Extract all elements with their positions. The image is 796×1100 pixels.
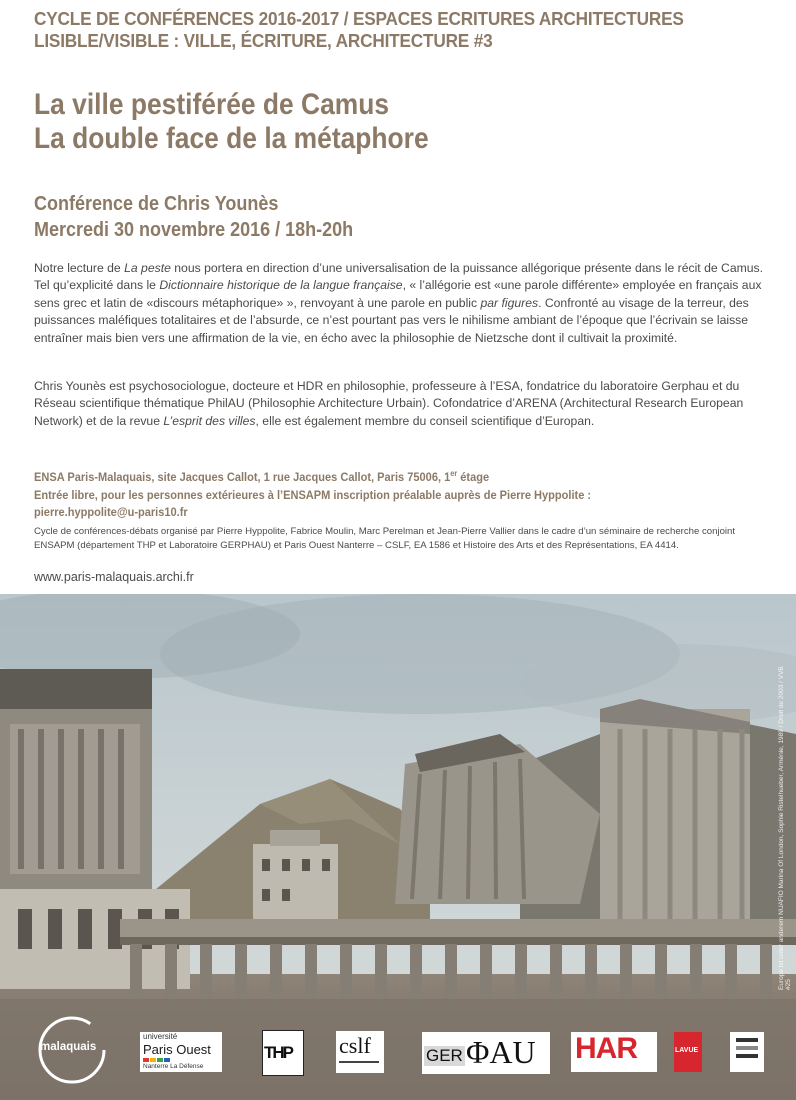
venue-address (34, 465, 715, 487)
address-floor: étage (457, 470, 490, 484)
series-title-line1: CYCLE DE CONFÉRENCES 2016-2017 / ESPACES ECRITURES ARCHITECTURES (34, 8, 684, 29)
emphasis: par figures (480, 295, 539, 310)
address-text: ENSA Paris-Malaquais, site Jacques Callot, 1 rue Jacques Callot, Paris 75006, 1 (34, 470, 451, 484)
badge-bar-1 (736, 1038, 758, 1042)
paris-ouest-name: Paris Ouest (143, 1042, 211, 1057)
malaquais-label: malaquais (40, 1041, 97, 1053)
text-run: , elle est également membre du conseil scientifique d’Europan. (255, 413, 595, 428)
cslf-rule (339, 1061, 379, 1063)
partner-logos (0, 1010, 796, 1090)
contact-email[interactable]: pierre.hyppolite@u-paris10.fr (34, 505, 188, 519)
bio-paragraph (34, 378, 764, 430)
gerphau-phau: ΦAU (466, 1034, 536, 1070)
floor-superscript: er (450, 469, 458, 478)
entry-info: Entrée libre, pour les personnes extérieures à l’ENSAPM inscription préalable auprès de Pierre Hyppolite : (34, 487, 592, 502)
text-run: Chris Younès est psychosociologue, docteure et HDR en philosophie, professeure à l’ESA, fondatrice du laboratoire Gerphau et du Réseau scientifique thématique PhilAU (Philosophie Architecture Urbain). Cofondatrice d’ARENA (Architectural Research European Network) et de la revue (34, 379, 744, 428)
text-run: , « l’allégorie est «une parole différente» employée en français aux sens grec et latin de «discours métaphorique» », renvoyant à une parole en public (34, 278, 762, 310)
thp-logo[interactable] (262, 1030, 304, 1076)
text-run: Notre lecture de (34, 261, 125, 275)
malaquais-logo[interactable] (34, 1012, 110, 1088)
series-header (34, 8, 774, 52)
photo-credit: Europe ist unter anderem NUAFIO Marina Of London, Sophie Ristelhueber, Arménie, 1989 / Droit de 2003 / VVB #25 (778, 666, 792, 990)
badge-bar-3 (736, 1054, 758, 1058)
speaker-line: Conférence de Chris Younès (34, 193, 279, 215)
paris-ouest-color-bar (143, 1058, 170, 1062)
journal-title: L’esprit des villes (163, 413, 256, 428)
page-title (34, 88, 429, 156)
organizer-credits: Cycle de conférences-débats organisé par Pierre Hyppolite, Fabrice Moulin, Marc Perelman et Jean-Pierre Vallier dans le cadre d’un séminaire de recherche conjoint ENSAPM (département THP et Laboratoire GERPHAU) et Paris Ouest Nanterre – CSLF, EA 1586 et Histoire des Arts et des Représentations, EA 4414. (34, 526, 736, 551)
series-title-line2: LISIBLE/VISIBLE : VILLE, ÉCRITURE, ARCHITECTURE #3 (34, 30, 493, 51)
title-line1: La ville pestiférée de Camus (34, 88, 390, 121)
abstract-paragraph (34, 260, 764, 347)
thp-label: THP (264, 1043, 292, 1062)
paris-ouest-sub: Nanterre La Défense (143, 1063, 204, 1070)
book-title: La peste (124, 261, 171, 275)
har-label: HAR (575, 1032, 637, 1065)
venue-info (34, 465, 715, 522)
event-info (34, 191, 353, 243)
badge-bar-2 (736, 1046, 758, 1050)
gerphau-ger: GER (426, 1046, 463, 1065)
partner-badge-logo[interactable] (730, 1032, 764, 1072)
har-logo[interactable] (571, 1032, 657, 1072)
text-run: . Confronté au visage de la terreur, des puissances maléfiques totalitaires et de l’absurde, ce n’est pourtant pas vers le nihilisme ambiant de l’époque que l’écrivain se laisse entraîner mais bien vers une affirmation de la vie, en écho avec la philosophie de Nietzsche dont il cultivait la proximité. (34, 295, 749, 345)
lavue-logo[interactable] (674, 1032, 702, 1072)
cslf-label: cslf (339, 1033, 371, 1058)
title-line2: La double face de la métaphore (34, 122, 429, 155)
date-line: Mercredi 30 novembre 2016 / 18h-20h (34, 219, 354, 241)
paris-ouest-top: université (143, 1032, 178, 1041)
dictionary-title: Dictionnaire historique de la langue française (159, 278, 403, 293)
website-link[interactable]: www.paris-malaquais.archi.fr (34, 570, 194, 584)
lavue-label: LAVUE (675, 1047, 699, 1054)
paris-ouest-logo[interactable] (140, 1032, 222, 1072)
cslf-logo[interactable] (336, 1031, 384, 1073)
gerphau-logo[interactable] (422, 1032, 550, 1074)
text-run: nous portera en direction d’une universalisation de la puissance allégorique présente dans le récit de Camus. Tel qu’explicité dans le (34, 261, 764, 293)
